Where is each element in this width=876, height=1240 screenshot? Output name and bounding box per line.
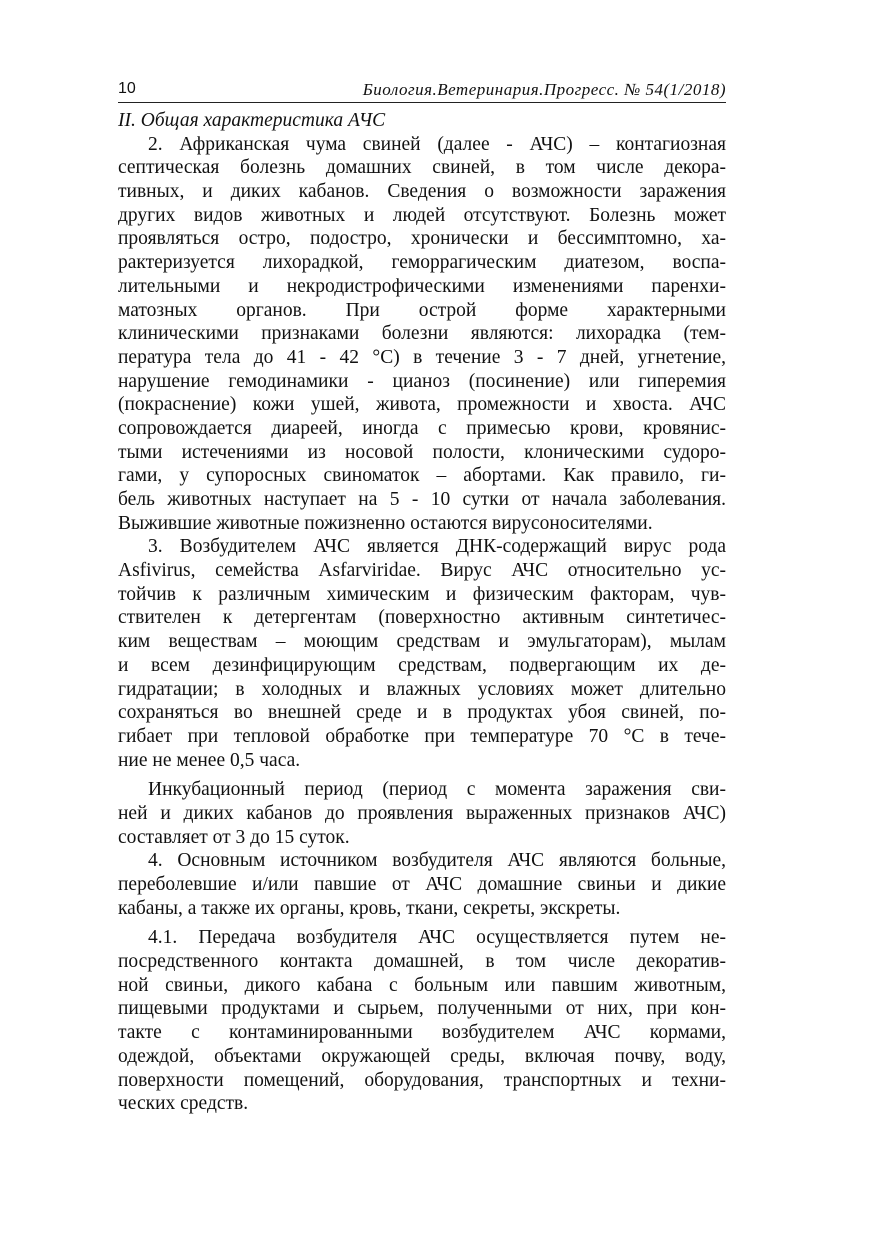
text-line: Выжившие животные пожизненно остаются вирусоносителями.	[118, 512, 653, 534]
text-line: ной свиньи, дикого кабана с больным или павшим животным,	[118, 974, 726, 996]
body-text	[118, 133, 726, 1116]
text-line: клиническими признаками болезни являются: лихорадка (тем-	[118, 323, 726, 345]
text-line: одеждой, объектами окружающей среды, включая почву, воду,	[118, 1045, 726, 1067]
text-line: такте с контаминированными возбудителем АЧС кормами,	[118, 1022, 726, 1044]
text-line: тойчив к различным химическим и физическим факторам, чув-	[118, 583, 726, 605]
text-line: гидратации; в холодных и влажных условиях может длительно	[118, 678, 726, 700]
paragraph	[118, 778, 726, 849]
journal-title: Биология.Ветеринария.Прогресс. № 54(1/2018)	[362, 80, 726, 99]
text-line: 2. Африканская чума свиней (далее - АЧС) – контагиозная	[148, 133, 726, 155]
paragraph	[118, 926, 726, 1116]
text-line: пищевыми продуктами и сырьем, полученными от них, при кон-	[118, 998, 726, 1020]
text-line: сопровождается диареей, иногда с примесью крови, кровянис-	[118, 417, 726, 439]
text-line: лительными и некродистрофическими изменениями паренхи-	[118, 275, 726, 297]
paragraph	[118, 133, 726, 536]
text-line: гибает при тепловой обработке при температуре 70 °С в тече-	[118, 725, 726, 747]
page-number: 10	[118, 80, 136, 97]
text-line: поверхности помещений, оборудования, транспортных и техни-	[118, 1069, 726, 1091]
text-line: (покраснение) кожи ушей, живота, промежности и хвоста. АЧС	[118, 394, 726, 416]
text-line: 4. Основным источником возбудителя АЧС являются больные,	[148, 850, 726, 872]
text-line: нарушение гемодинамики - цианоз (посинение) или гиперемия	[118, 370, 726, 392]
running-header	[118, 78, 726, 103]
text-line: проявляться остро, подостро, хронически и бессимптомно, ха-	[118, 228, 726, 250]
text-line: посредственного контакта домашней, в том числе декоратив-	[118, 951, 726, 973]
text-line: бель животных наступает на 5 - 10 сутки от начала заболевания.	[118, 489, 726, 511]
text-line: Asfivirus, семейства Asfarviridae. Вирус АЧС относительно ус-	[118, 560, 726, 582]
text-line: матозных органов. При острой форме характерными	[118, 299, 726, 321]
text-line: 4.1. Передача возбудителя АЧС осуществляется путем не-	[148, 927, 726, 949]
text-line: 3. Возбудителем АЧС является ДНК-содержащий вирус рода	[148, 536, 726, 558]
text-line: рактеризуется лихорадкой, геморрагическим диатезом, воспа-	[118, 252, 726, 274]
text-line: тивных, и диких кабанов. Сведения о возможности заражения	[118, 181, 726, 203]
text-line: гами, у супоросных свиноматок – абортами. Как правило, ги-	[118, 465, 726, 487]
text-line: кабаны, а также их органы, кровь, ткани, секреты, экскреты.	[118, 897, 621, 919]
text-line: ческих средств.	[118, 1093, 249, 1115]
section-title: II. Общая характеристика АЧС	[118, 110, 386, 131]
text-line: сохраняться во внешней среде и в продуктах убоя свиней, по-	[118, 702, 726, 724]
text-line: ствителен к детергентам (поверхностно активным синтетичес-	[118, 607, 726, 629]
text-line: тыми истечениями из носовой полости, клоническими судоро-	[118, 441, 726, 463]
page	[118, 78, 726, 1116]
text-line: переболевшие и/или павшие от АЧС домашние свиньи и дикие	[118, 874, 726, 896]
text-line: ние не менее 0,5 часа.	[118, 749, 301, 771]
text-line: и всем дезинфицирующим средствам, подвергающим их де-	[118, 654, 726, 676]
text-line: других видов животных и людей отсутствуют. Болезнь может	[118, 204, 726, 226]
text-line: составляет от 3 до 15 суток.	[118, 826, 350, 848]
text-line: пература тела до 41 - 42 °С) в течение 3 - 7 дней, угнетение,	[118, 346, 726, 368]
paragraph	[118, 849, 726, 920]
text-line: ней и диких кабанов до проявления выраженных признаков АЧС)	[118, 802, 726, 824]
text-line: ким веществам – моющим средствам и эмульгаторам), мылам	[118, 631, 726, 653]
paragraph	[118, 535, 726, 772]
text-line: Инкубационный период (период с момента заражения сви-	[148, 779, 726, 801]
text-line: септическая болезнь домашних свиней, в том числе декора-	[118, 157, 726, 179]
